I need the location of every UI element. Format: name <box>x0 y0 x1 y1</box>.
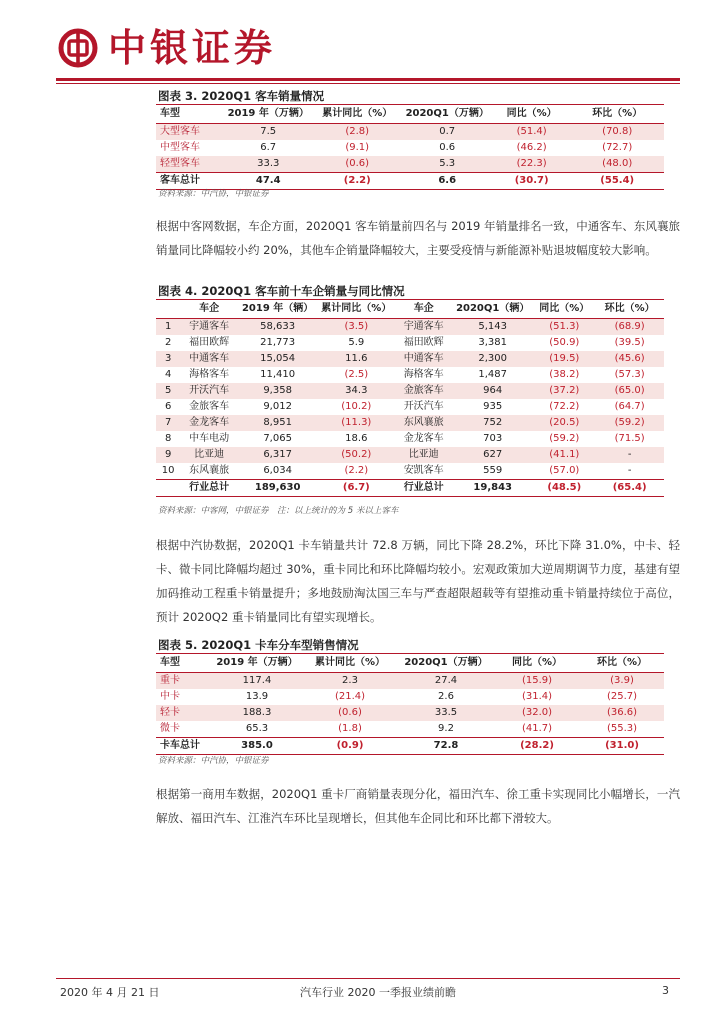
table-cell: (2.2) <box>344 465 369 476</box>
table-cell: 33.5 <box>398 705 494 721</box>
column-header: 累计同比（%） <box>317 300 395 319</box>
table-cell: (2.8) <box>313 124 402 141</box>
table-cell: 2.3 <box>302 673 398 690</box>
column-header: 2019 年（辆） <box>238 300 317 319</box>
column-header: 车企 <box>395 300 452 319</box>
table-cell: (10.2) <box>341 401 372 412</box>
table-cell: 金旅客车 <box>189 401 230 412</box>
table-cell: 重卡 <box>156 673 212 690</box>
table-cell: 27.4 <box>398 673 494 690</box>
table4 <box>156 300 664 497</box>
table-cell: (55.3) <box>606 723 638 734</box>
table-cell: 559 <box>483 465 503 476</box>
table-cell: 21,773 <box>260 337 296 348</box>
table-cell: 5 <box>156 383 180 399</box>
table-cell: 18.6 <box>345 433 368 444</box>
table-cell: (31.0) <box>580 738 664 755</box>
column-header: 环比（%） <box>580 654 664 673</box>
table-cell: 935 <box>483 401 503 412</box>
table-cell: 5.3 <box>402 156 493 173</box>
table-cell: 6,034 <box>263 465 292 476</box>
table3-header-row <box>156 105 664 124</box>
table-cell: 2 <box>164 337 172 348</box>
table-cell: 0.7 <box>402 124 493 141</box>
table-cell: 34.3 <box>317 383 395 399</box>
table-cell: (19.5) <box>533 351 595 367</box>
table-cell: (39.5) <box>614 337 645 348</box>
table-cell: (50.2) <box>317 447 395 463</box>
table-cell: 7 <box>156 415 180 431</box>
table4-caption: 图表 4. 2020Q1 客车前十车企销量与同比情况 <box>158 284 405 298</box>
table-row <box>156 399 664 415</box>
table-cell: (72.7) <box>602 142 633 153</box>
header-rule-thin <box>56 83 680 84</box>
table-cell: 东风襄旅 <box>189 465 230 476</box>
table-cell: 2.6 <box>438 691 454 702</box>
header-rule <box>56 78 680 81</box>
table-cell: 金旅客车 <box>395 383 452 399</box>
table-cell: 1 <box>156 319 180 336</box>
table-cell: 海格客车 <box>403 369 444 380</box>
table-row <box>156 431 664 447</box>
column-header: 同比（%） <box>493 105 571 124</box>
table-cell: 11.6 <box>317 351 395 367</box>
column-header: 同比（%） <box>494 654 580 673</box>
table-cell: 10 <box>161 465 175 476</box>
table-cell: 福田欧辉 <box>189 337 230 348</box>
table-cell: (28.2) <box>494 738 580 755</box>
bank-of-china-logo-icon <box>58 28 98 68</box>
table-row <box>156 140 664 156</box>
table-cell: (15.9) <box>494 673 580 690</box>
table-cell: 752 <box>452 415 533 431</box>
table-cell: 大型客车 <box>156 124 224 141</box>
table3-source: 资料来源：中汽协，中银证券 <box>158 189 269 199</box>
table-cell: 行业总计 <box>395 480 452 497</box>
table-cell: (48.5) <box>533 480 595 497</box>
table-cell: 2,300 <box>452 351 533 367</box>
table-cell <box>156 480 180 497</box>
table-cell: 中型客车 <box>160 142 200 153</box>
table-cell: 中车电动 <box>189 433 230 444</box>
table-cell: 海格客车 <box>189 369 230 380</box>
table-cell: (59.2) <box>595 415 664 431</box>
table-cell: (64.7) <box>614 401 645 412</box>
table-cell: (55.4) <box>570 173 664 190</box>
column-header: 2020Q1（辆） <box>452 300 533 319</box>
table-cell: 72.8 <box>398 738 494 755</box>
table-row <box>156 447 664 463</box>
table-cell: 5.9 <box>348 337 365 348</box>
table-cell: 行业总计 <box>180 480 238 497</box>
table-cell: 1,487 <box>478 369 508 380</box>
table-cell: 金龙客车 <box>180 415 238 431</box>
table-cell: 东风襄旅 <box>395 415 452 431</box>
table-cell: 卡车总计 <box>156 738 212 755</box>
table-cell: (57.3) <box>614 369 645 380</box>
table-cell: (20.5) <box>533 415 595 431</box>
table-cell: (46.2) <box>516 142 547 153</box>
column-header: 车型 <box>156 105 224 124</box>
table-cell: 中卡 <box>160 691 180 702</box>
table-row <box>156 335 664 351</box>
table-cell: (65.4) <box>595 480 664 497</box>
column-header: 累计同比（%） <box>313 105 402 124</box>
company-name: 中银证券 <box>108 25 277 70</box>
table-cell: 9,358 <box>238 383 317 399</box>
table-cell: 15,054 <box>238 351 317 367</box>
table-cell: 627 <box>452 447 533 463</box>
table-cell: (6.7) <box>317 480 395 497</box>
column-header: 2020Q1（万辆） <box>398 654 494 673</box>
table5-caption: 图表 5. 2020Q1 卡车分车型销售情况 <box>158 638 359 652</box>
table-row <box>156 721 664 738</box>
paragraph-3: 根据第一商用车数据，2020Q1 重卡厂商销量表现分化，福田汽车、徐工重卡实现同比小幅增长，一汽解放、福田汽车、江淮汽车环比呈现增长，但其他车企同比和环比都下滑较大。 <box>156 787 680 825</box>
table-cell: (57.0) <box>549 465 580 476</box>
table-cell: 比亚迪 <box>180 447 238 463</box>
table-cell: (38.2) <box>549 369 580 380</box>
table-cell: (41.1) <box>533 447 595 463</box>
table-cell: 微卡 <box>160 723 180 734</box>
column-header: 环比（%） <box>595 300 664 319</box>
table-row <box>156 351 664 367</box>
table-cell: 宇通客车 <box>395 319 452 336</box>
table-cell: (70.8) <box>570 124 664 141</box>
table-cell: (21.4) <box>334 691 366 702</box>
table-cell: (32.0) <box>494 705 580 721</box>
column-header: 车企 <box>180 300 238 319</box>
table5-header-row <box>156 654 664 673</box>
table5-source: 资料来源：中汽协，中银证券 <box>158 756 269 766</box>
table-cell: 3 <box>156 351 180 367</box>
table-row <box>156 689 664 705</box>
table4-header-row <box>156 300 664 319</box>
table3-caption: 图表 3. 2020Q1 客车销量情况 <box>158 89 325 103</box>
table-cell: 客车总计 <box>156 173 224 190</box>
table-row <box>156 124 664 141</box>
table-cell: 33.3 <box>224 156 313 173</box>
table-row <box>156 156 664 173</box>
table-cell: 65.3 <box>245 723 269 734</box>
table-cell: 6 <box>164 401 172 412</box>
table-cell: 轻型客车 <box>156 156 224 173</box>
table-cell: (2.2) <box>313 173 402 190</box>
table-cell: 8,951 <box>238 415 317 431</box>
table-cell: (9.1) <box>345 142 370 153</box>
table-cell: 703 <box>483 433 503 444</box>
table-cell: 19,843 <box>452 480 533 497</box>
table-cell: 117.4 <box>212 673 302 690</box>
footer-rule <box>56 978 680 979</box>
table-cell: 福田欧辉 <box>403 337 444 348</box>
table3 <box>156 105 664 190</box>
table-cell: 比亚迪 <box>395 447 452 463</box>
table4-source: 资料来源：中客网，中银证券 注：以上统计的为 5 米以上客车 <box>158 506 399 516</box>
table-cell: 7,065 <box>263 433 292 444</box>
table-cell: (25.7) <box>606 691 638 702</box>
table-row <box>156 705 664 721</box>
table-cell: 0.6 <box>439 142 456 153</box>
table-cell: 9 <box>156 447 180 463</box>
table-cell: 轻卡 <box>156 705 212 721</box>
column-header: 车型 <box>156 654 212 673</box>
table5 <box>156 654 664 755</box>
table-cell: (65.0) <box>595 383 664 399</box>
table-cell: (59.2) <box>549 433 580 444</box>
column-header: 2019 年（万辆） <box>212 654 302 673</box>
footer-date: 2020 年 4 月 21 日 <box>60 986 160 999</box>
table-cell: (0.6) <box>302 705 398 721</box>
table-cell: (0.6) <box>313 156 402 173</box>
table-cell: (3.5) <box>317 319 395 336</box>
column-header: 2019 年（万辆） <box>224 105 313 124</box>
column-header: 累计同比（%） <box>302 654 398 673</box>
table-cell: 13.9 <box>245 691 269 702</box>
table-cell: 3,381 <box>478 337 508 348</box>
table-cell: 6.7 <box>260 142 277 153</box>
table-cell: 47.4 <box>224 173 313 190</box>
column-header: 环比（%） <box>570 105 664 124</box>
table-cell: (68.9) <box>595 319 664 336</box>
table-cell: 中通客车 <box>395 351 452 367</box>
table-cell: 11,410 <box>260 369 296 380</box>
table-cell: 6.6 <box>402 173 493 190</box>
table-cell: 9,012 <box>263 401 292 412</box>
table-cell: 6,317 <box>238 447 317 463</box>
table-cell: 中通客车 <box>180 351 238 367</box>
column-header: 2020Q1（万辆） <box>402 105 493 124</box>
table-cell: (41.7) <box>521 723 553 734</box>
table-row <box>156 383 664 399</box>
table-cell: - <box>627 465 632 476</box>
table-cell: 189,630 <box>238 480 317 497</box>
column-header: 同比（%） <box>533 300 595 319</box>
table-cell: 188.3 <box>212 705 302 721</box>
footer-page-number: 3 <box>662 984 669 997</box>
table-cell: (48.0) <box>570 156 664 173</box>
table-cell: 4 <box>164 369 172 380</box>
table-row <box>156 463 664 480</box>
table-cell: 9.2 <box>438 723 454 734</box>
table-cell: (11.3) <box>317 415 395 431</box>
paragraph-1: 根据中客网数据，车企方面，2020Q1 客车销量前四名与 2019 年销量排名一致，中通客车、东风襄旅销量同比降幅较小约 20%，其他车企销量降幅较大，主要受疫情与新能源补贴退坡幅度较大影响。 <box>156 219 680 257</box>
table-cell: (72.2) <box>549 401 580 412</box>
table-cell: (45.6) <box>595 351 664 367</box>
table-cell: (36.6) <box>580 705 664 721</box>
table-cell: 7.5 <box>224 124 313 141</box>
table-cell: (71.5) <box>614 433 645 444</box>
table-row <box>156 367 664 383</box>
table-row <box>156 673 664 690</box>
table5-total-row <box>156 738 664 755</box>
table-cell: (50.9) <box>549 337 580 348</box>
table-cell: (30.7) <box>493 173 571 190</box>
column-header <box>156 300 180 319</box>
table-cell: 开沃汽车 <box>403 401 444 412</box>
table-cell: - <box>595 447 664 463</box>
table-row <box>156 319 664 336</box>
table-cell: 964 <box>452 383 533 399</box>
table-cell: (0.9) <box>302 738 398 755</box>
table-cell: (2.5) <box>344 369 369 380</box>
table-cell: (37.2) <box>533 383 595 399</box>
table-cell: 开沃汽车 <box>180 383 238 399</box>
table-cell: 宇通客车 <box>180 319 238 336</box>
paragraph-2: 根据中汽协数据，2020Q1 卡车销量共计 72.8 万辆，同比下降 28.2%，环比下降 31.0%，中卡、轻卡、微卡同比降幅均超过 30%，重卡同比和环比降幅均较小。宏观政策加大逆周期调节力度，基建有望加码推动工程重卡销量提升；多地鼓励淘汰国三车与严查超限超载等有望推动重卡销量持续位于高位，预计 2020Q2 重卡销量同比有望实现增长。 <box>156 538 680 624</box>
table-cell: 8 <box>164 433 172 444</box>
table-cell: (3.9) <box>580 673 664 690</box>
table-cell: 58,633 <box>238 319 317 336</box>
table4-total-row <box>156 480 664 497</box>
table-cell: 385.0 <box>212 738 302 755</box>
table-cell: (1.8) <box>338 723 362 734</box>
table-row <box>156 415 664 431</box>
table-cell: (22.3) <box>493 156 571 173</box>
footer-title: 汽车行业 2020 一季报业绩前瞻 <box>300 986 456 999</box>
table-cell: 5,143 <box>452 319 533 336</box>
table-cell: (51.4) <box>493 124 571 141</box>
table-cell: 金龙客车 <box>403 433 444 444</box>
table-cell: (31.4) <box>521 691 553 702</box>
table-cell: (51.3) <box>533 319 595 336</box>
table-cell: 安凯客车 <box>403 465 444 476</box>
